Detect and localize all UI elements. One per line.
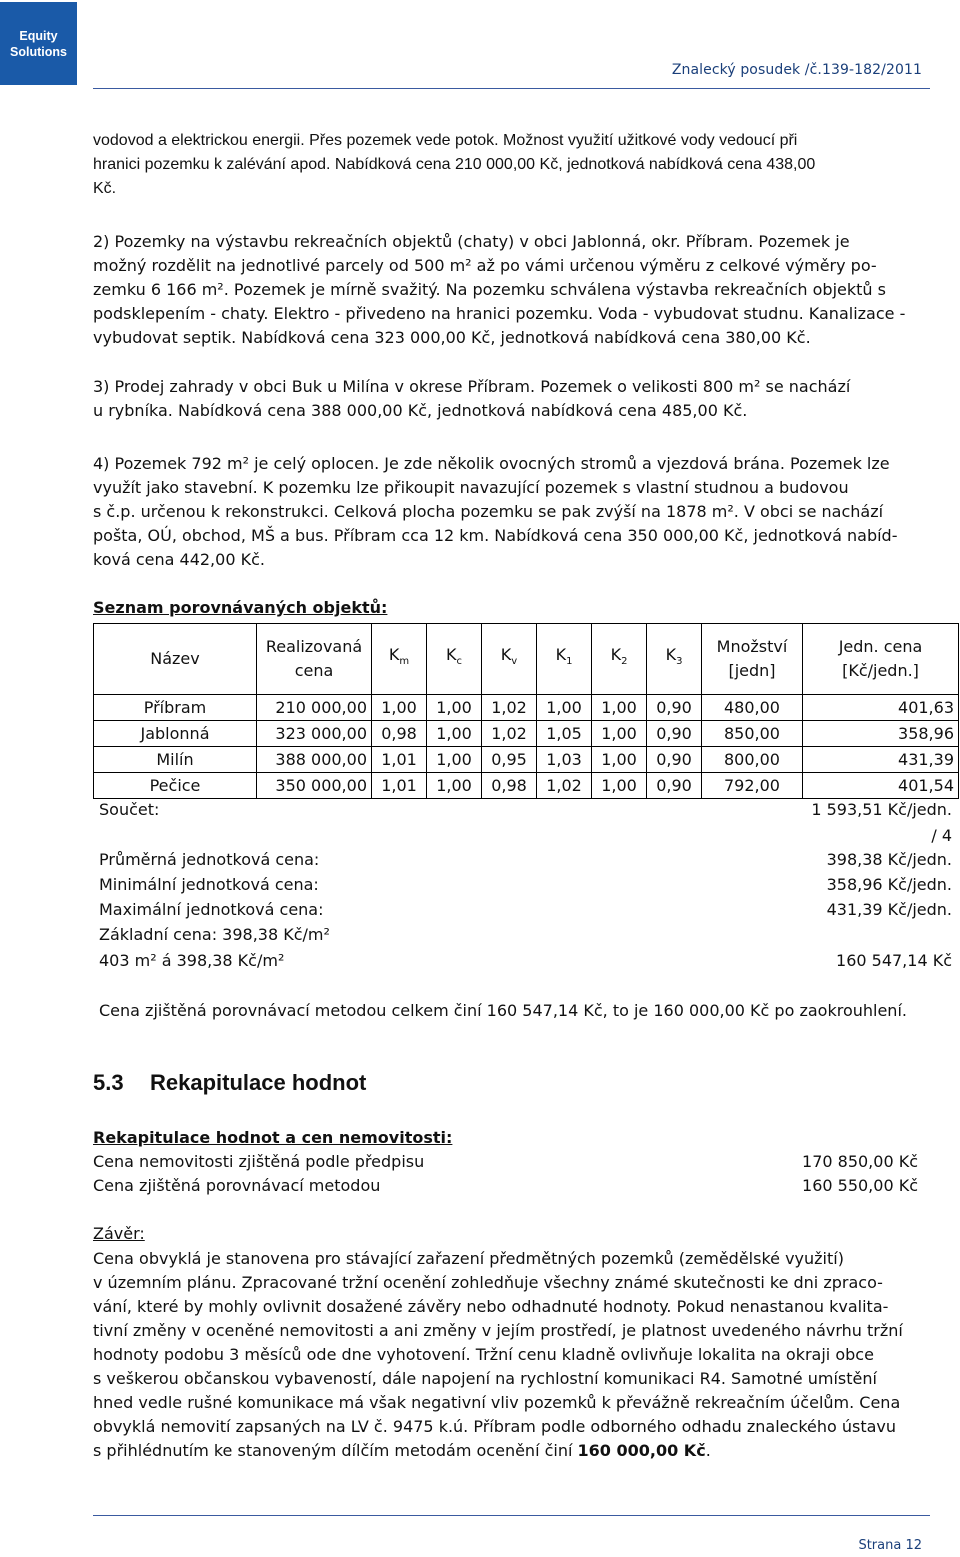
cell-name: Milín [94,747,257,773]
offer-1-continuation [93,129,924,201]
k-letter: K [500,645,512,665]
text-line: pošta, OÚ, obchod, MŠ a bus. Příbram cca 12 km. Nabídková cena 350 000,00 Kč, jednotková nabíd- [93,526,898,545]
col-km [372,624,427,695]
col-qty [702,624,803,695]
sum-label: Součet: [99,800,160,819]
k-letter: K [446,645,457,665]
table-row [94,721,959,747]
col-price-line-2: cena [294,661,334,680]
cell-qty: 850,00 [702,721,803,747]
text-line: u rybníka. Nabídková cena 388 000,00 Kč, jednotková nabídková cena 485,00 Kč. [93,401,748,420]
cell-km: 1,01 [372,747,427,773]
recap-row-label: Cena nemovitosti zjištěná podle předpisu [93,1152,425,1171]
table-row [94,773,959,799]
text-line: 2) Pozemky na výstavbu rekreačních objektů (chaty) v obci Jablonná, okr. Příbram. Pozemek je [93,232,850,251]
cell-unit-price: 431,39 [803,747,959,773]
cell-qty: 480,00 [702,695,803,721]
cell-kv: 0,98 [482,773,537,799]
cell-k3: 0,90 [647,695,702,721]
offer-4 [93,452,924,572]
recap-row [93,1152,918,1171]
cell-k2: 1,00 [592,773,647,799]
company-logo [0,2,77,85]
cell-km: 1,01 [372,773,427,799]
text-segment: s přihlédnutím ke stanoveným dílčím metodám ocenění činí [93,1441,578,1460]
text-line: Cena obvyklá je stanovena pro stávající zařazení předmětných pozemků (zemědělské využití) [93,1249,844,1268]
k-subscript: m [399,656,410,668]
col-unit-line-2: [Kč/jedn.] [842,661,919,680]
cell-k3: 0,90 [647,773,702,799]
cell-k1: 1,00 [537,695,592,721]
cell-km: 0,98 [372,721,427,747]
logo-line-1: Equity [19,28,58,43]
text-line: 4) Pozemek 792 m² je celý oplocen. Je zde několik ovocných stromů a vjezdová brána. Pozemek lze [93,454,890,473]
col-qty-line-2: [jedn] [728,661,776,680]
cell-price: 350 000,00 [257,773,372,799]
cell-kc: 1,00 [427,721,482,747]
final-value: 160 000,00 Kč [577,1441,706,1460]
cell-qty: 800,00 [702,747,803,773]
text-line: Kč. [93,180,117,197]
cell-k1: 1,05 [537,721,592,747]
cell-qty: 792,00 [702,773,803,799]
text-line: zemku 6 166 m². Pozemek je mírně svažitý. Na pozemku schválena výstavba rekreačních objektů s [93,280,886,299]
cell-kc: 1,00 [427,773,482,799]
text-line: možný rozdělit na jednotlivé parcely od 500 m² až po vámi určenou výměru z celkové výměry po- [93,256,877,275]
offer-2 [93,230,924,350]
k-subscript: 3 [676,656,683,668]
cell-unit-price: 401,54 [803,773,959,799]
k-subscript: c [456,656,462,668]
text-line: hranici pozemku k zalévání apod. Nabídková cena 210 000,00 Kč, jednotková nabídková cena 438,00 [93,156,816,173]
text-line: hned vedle rušné komunikace má však negativní vliv pozemků k převážně rekreačním účelům. Cena [93,1393,901,1412]
text-line: s veškerou občanskou vybaveností, dále napojení na rychlostní komunikaci R4. Samotné umístění [93,1369,877,1388]
text-line: vání, které by mohly ovlivnit dosažené závěry nebo odhadnuté hodnoty. Pokud nenastanou kvalita- [93,1297,889,1316]
text-line: 3) Prodej zahrady v obci Buk u Milína v okrese Příbram. Pozemek o velikosti 800 m² se nachází [93,377,851,396]
text-line: tivní změny v oceněné nemovitosti a ani změny v jejím prostředí, je platnost uvedeného návrhu tržní [93,1321,903,1340]
table-header-row [94,624,959,695]
section-number: 5.3 [93,1070,124,1095]
col-qty-line-1: Množství [716,637,788,656]
k-letter: K [388,645,400,665]
header-divider [93,88,930,89]
page-number: Strana 12 [858,1538,922,1553]
conclusion-text [93,1247,924,1463]
text-line [93,1439,924,1463]
col-k1 [537,624,592,695]
col-kc [427,624,482,695]
text-segment: . [705,1441,711,1460]
calculation-value: 160 547,14 Kč [836,951,952,970]
maximum-label: Maximální jednotková cena: [99,900,324,919]
col-name: Název [94,624,257,695]
k-subscript: v [511,656,518,668]
cell-price: 210 000,00 [257,695,372,721]
cell-kc: 1,00 [427,747,482,773]
k-letter: K [610,645,622,665]
text-line: využít jako stavební. K pozemku lze přikoupit navazující pozemek s vlastní studnou a budovou [93,478,849,497]
minimum-value: 358,96 Kč/jedn. [826,875,952,894]
offer-3 [93,375,924,423]
minimum-label: Minimální jednotková cena: [99,875,319,894]
text-line: vybudovat septik. Nabídková cena 323 000,00 Kč, jednotková nabídková cena 380,00 Kč. [93,328,811,347]
comparison-conclusion: Cena zjištěná porovnávací metodou celkem činí 160 547,14 Kč, to je 160 000,00 Kč po zaokrouhlení. [99,1001,907,1020]
cell-kv: 1,02 [482,721,537,747]
sum-value: 1 593,51 Kč/jedn. [811,800,952,819]
divisor-value: / 4 [931,826,952,845]
col-price-line-1: Realizovaná [265,637,363,656]
k-letter: K [555,645,567,665]
cell-k3: 0,90 [647,747,702,773]
calculation-label: 403 m² á 398,38 Kč/m² [99,951,285,970]
cell-km: 1,00 [372,695,427,721]
cell-price: 323 000,00 [257,721,372,747]
conclusion-title: Závěr: [93,1224,145,1243]
recap-row-label: Cena zjištěná porovnávací metodou [93,1176,381,1195]
recap-row-value: 170 850,00 Kč [802,1152,918,1171]
logo-line-2: Solutions [10,44,67,59]
cell-k2: 1,00 [592,721,647,747]
col-unit-price [803,624,959,695]
cell-kc: 1,00 [427,695,482,721]
comparison-title: Seznam porovnávaných objektů: [93,598,388,617]
maximum-value: 431,39 Kč/jedn. [826,900,952,919]
table-row [94,695,959,721]
text-line: podsklepením - chaty. Elektro - přivedeno na hranici pozemku. Voda - vybudovat studnu. Kanalizace - [93,304,906,323]
col-k2 [592,624,647,695]
recap-row [93,1176,918,1195]
cell-k3: 0,90 [647,721,702,747]
cell-name: Příbram [94,695,257,721]
cell-name: Pečice [94,773,257,799]
text-line: ková cena 442,00 Kč. [93,550,265,569]
col-unit-line-1: Jedn. cena [838,637,923,656]
footer-divider [93,1515,930,1516]
text-line: v územním plánu. Zpracované tržní ocenění zohledňuje všechny známé skutečnosti ke dni zpraco- [93,1273,883,1292]
report-reference: Znalecký posudek /č.139-182/2011 [671,62,922,78]
cell-k2: 1,00 [592,747,647,773]
average-value: 398,38 Kč/jedn. [826,850,952,869]
col-price [257,624,372,695]
cell-k1: 1,02 [537,773,592,799]
col-k3 [647,624,702,695]
cell-kv: 1,02 [482,695,537,721]
cell-k2: 1,00 [592,695,647,721]
text-line: s č.p. určenou k rekonstrukci. Celková plocha pozemku se pak zvýší na 1878 m². V obci se nachází [93,502,884,521]
base-price-label: Základní cena: 398,38 Kč/m² [99,925,330,944]
recap-row-value: 160 550,00 Kč [802,1176,918,1195]
cell-price: 388 000,00 [257,747,372,773]
k-subscript: 2 [621,656,628,668]
table-row [94,747,959,773]
cell-name: Jablonná [94,721,257,747]
cell-k1: 1,03 [537,747,592,773]
average-label: Průměrná jednotková cena: [99,850,320,869]
cell-unit-price: 401,63 [803,695,959,721]
comparison-table [93,623,959,799]
section-title: Rekapitulace hodnot [150,1070,367,1095]
recap-subtitle: Rekapitulace hodnot a cen nemovitosti: [93,1128,453,1147]
k-subscript: 1 [566,656,573,668]
text-line: obvyklá nemovití zapsaných na LV č. 9475 k.ú. Příbram podle odborného odhadu znaleckého ústavu [93,1417,897,1436]
text-line: hodnoty podobu 3 měsíců ode dne vyhotovení. Tržní cenu kladně ovlivňuje lokalita na okraji obce [93,1345,874,1364]
cell-unit-price: 358,96 [803,721,959,747]
k-letter: K [665,645,677,665]
section-heading [93,1070,366,1096]
text-line: vodovod a elektrickou energii. Přes pozemek vede potok. Možnost využití užitkové vody vedoucí při [93,132,798,149]
col-kv [482,624,537,695]
cell-kv: 0,95 [482,747,537,773]
